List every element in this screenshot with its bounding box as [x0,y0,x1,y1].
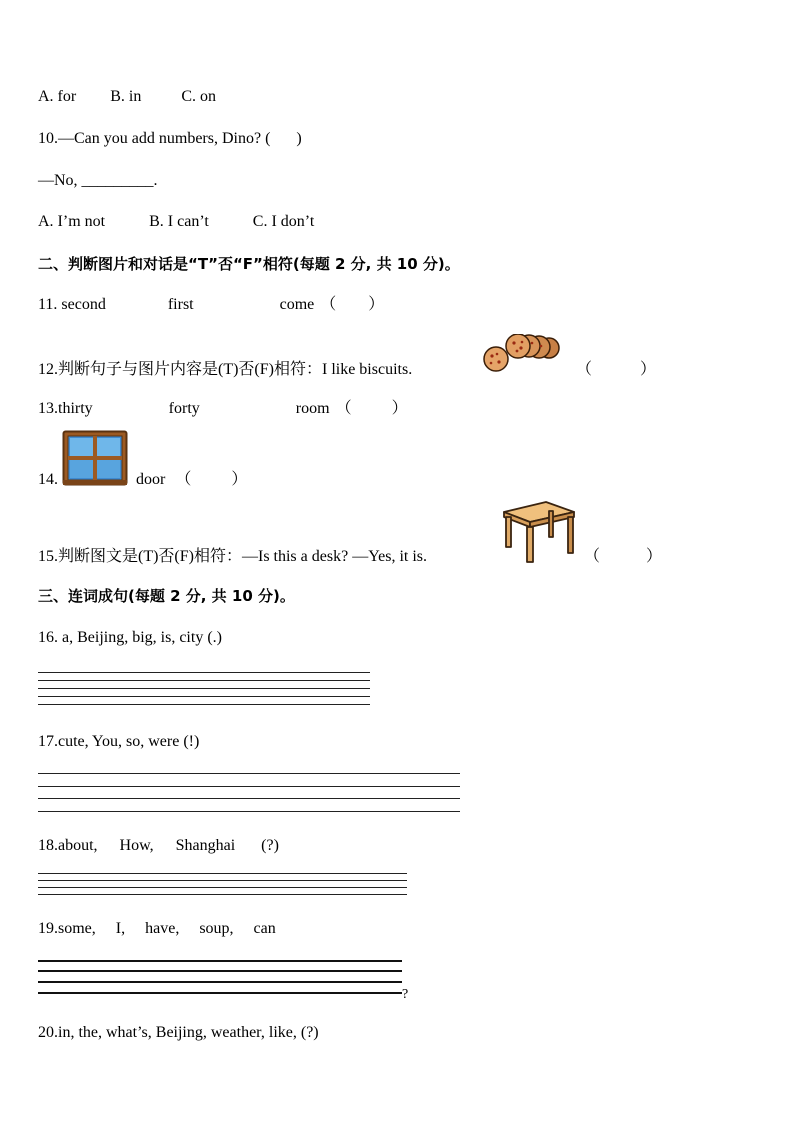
q17-writing-line-4[interactable] [38,811,460,812]
q17-writing-line-2[interactable] [38,786,460,787]
q9-option-c: C. on [181,88,217,105]
q18-writing-line-1[interactable] [38,873,407,874]
q11-word-2: first [167,296,194,313]
q12-paren-close: ） [640,361,657,378]
q18-word-4: (?) [261,837,279,854]
q10-paren-close: ) [296,130,302,147]
q16-writing-line-1[interactable] [38,672,370,673]
q13-paren-open: （ [335,400,352,417]
q16-writing-line-2[interactable] [38,680,370,681]
q19-word-1: some, [58,920,96,937]
q19-word-4: soup, [199,920,234,937]
q14-paren-open: （ [175,471,192,488]
q14-word: door [136,471,166,488]
q13-num: 13. [38,400,58,417]
q18-writing-line-3[interactable] [38,887,407,888]
q9-option-a: A. for [38,88,77,105]
q16-text: 16. a, Beijing, big, is, city (.) [38,629,222,646]
q10-options [38,212,314,232]
q15-paren-close: ） [646,548,663,565]
q18 [38,836,279,856]
q19-word-3: have, [145,920,180,937]
q13-word-2: forty [168,400,200,417]
q13-paren-close: ） [391,400,408,417]
q16-writing-line-5[interactable] [38,704,370,705]
q20-text: 20.in, the, what’s, Beijing, weather, like, (?) [38,1024,319,1041]
biscuits-image [482,334,564,376]
q10-option-c: C. I don’t [252,213,315,230]
q10-option-b: B. I can’t [149,213,209,230]
q17-writing-line-3[interactable] [38,798,460,799]
q10-question [38,129,302,149]
q16-writing-line-3[interactable] [38,688,370,689]
q17-writing-line-1[interactable] [38,773,460,774]
q9-options [38,87,216,107]
q18-writing-line-4[interactable] [38,894,407,895]
q10-answer: —No, _________. [38,172,158,189]
q10-option-a: A. I’m not [38,213,106,230]
q11-num: 11. [38,296,58,313]
q12-text: 12.判断句子与图片内容是(T)否(F)相符：I like biscuits. [38,361,413,378]
q19-writing-line-3[interactable] [38,981,402,983]
q19-writing-line-4[interactable] [38,992,402,994]
q13-word-1: thirty [58,400,93,417]
window-image [62,430,128,486]
q18-word-3: Shanghai [175,837,236,854]
q12-paren-open: （ [576,361,593,378]
q13 [38,399,408,419]
q15-text: 15.判断图文是(T)否(F)相符：—Is this a desk? —Yes, it is. [38,548,428,565]
q14-paren-close: ） [231,471,248,488]
q19-writing-line-2[interactable] [38,970,402,972]
q11-paren-close: ） [368,296,385,313]
q17-text: 17.cute, You, so, were (!) [38,733,200,750]
q11-paren-open: （ [320,296,337,313]
q10-question-text: 10.—Can you add numbers, Dino? ( [38,130,271,147]
section-3-title: 三、连词成句(每题 2 分, 共 10 分)。 [38,587,295,605]
q16-writing-line-4[interactable] [38,696,370,697]
q19-num: 19. [38,920,58,937]
q14-answer [136,470,247,490]
q19-end-mark: ? [402,987,409,1002]
q12-parens [576,360,656,380]
q11-word-3: come [279,296,315,313]
q11 [38,295,384,315]
q18-word-1: about, [58,837,98,854]
q14-num: 14. [38,471,58,488]
q19-writing-line-1[interactable] [38,960,402,962]
q9-option-b: B. in [110,88,142,105]
q19 [38,919,276,939]
q11-word-1: second [61,296,106,313]
q13-word-3: room [295,400,330,417]
q18-num: 18. [38,837,58,854]
table-image [498,498,578,564]
section-2-title: 二、判断图片和对话是“T”否“F”相符(每题 2 分, 共 10 分)。 [38,255,460,273]
q19-word-2: I, [115,920,126,937]
q18-writing-line-2[interactable] [38,880,407,881]
q15-paren-open: （ [584,548,601,565]
q15-parens [584,547,662,567]
q18-word-2: How, [119,837,154,854]
q19-word-5: can [253,920,276,937]
